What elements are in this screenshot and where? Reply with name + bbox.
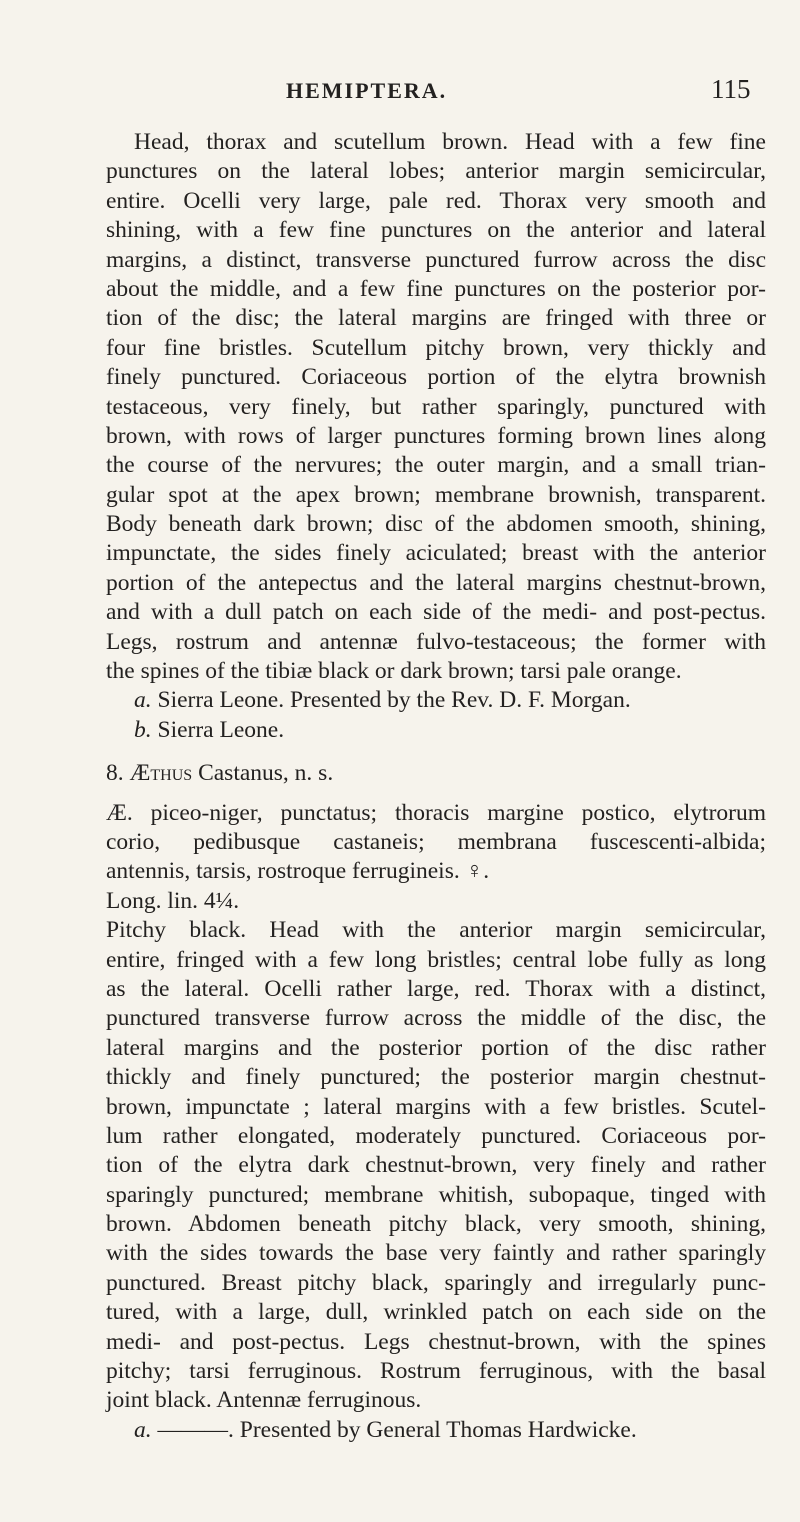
text-line: shining, with a few fine punctures on the anterior and lateral: [106, 217, 766, 244]
running-title: HEMIPTERA.: [286, 78, 448, 103]
text-line: medi- and post-pectus. Legs chestnut-brown, with the spines: [106, 1328, 766, 1355]
text-line: impunctate, the sides finely aciculated; breast with the anterior: [106, 540, 766, 567]
text-line: margins, a distinct, transverse punctured furrow across the disc: [106, 246, 766, 273]
text-line: Legs, rostrum and antennæ fulvo-testaceous; the former with: [106, 628, 766, 655]
text-line: finely punctured. Coriaceous portion of the elytra brownish: [106, 364, 766, 391]
text-line: thickly and finely punctured; the posterior margin chestnut-: [106, 1064, 766, 1091]
text-line: sparingly punctured; membrane whitish, subopaque, tinged with: [106, 1181, 766, 1208]
text-line: brown. Abdomen beneath pitchy black, very smooth, shining,: [106, 1211, 766, 1238]
text-line: portion of the antepectus and the lateral margins chestnut-brown,: [106, 569, 766, 596]
specimen-entry: [106, 686, 766, 715]
text-line: Head, thorax and scutellum brown. Head with a few fine: [134, 129, 766, 155]
latin-line: corio, pedibusque castaneis; membrana fuscescenti-albida;: [106, 828, 766, 855]
specimen-text: ———. Presented by General Thomas Hardwicke.: [157, 1416, 637, 1443]
text-line: tion of the disc; the lateral margins are fringed with three or: [106, 305, 766, 332]
text-line: tion of the elytra dark chestnut-brown, very finely and rather: [106, 1152, 766, 1179]
text-line: punctured transverse furrow across the middle of the disc, the: [106, 1005, 766, 1032]
spacer: [106, 745, 766, 759]
text-line: lateral margins and the posterior portion of the disc rather: [106, 1034, 766, 1061]
specimen-label: a.: [134, 687, 152, 714]
spacer: [106, 789, 766, 799]
text-line: lum rather elongated, moderately punctured. Coriaceous por-: [106, 1122, 766, 1149]
species-number: 8.: [106, 760, 124, 787]
page-number: 115: [711, 74, 751, 104]
text-line: about the middle, and a few fine punctures on the posterior por-: [106, 275, 766, 302]
text-line: joint black. Antennæ ferruginous.: [106, 1387, 422, 1414]
text-line: testaceous, very finely, but rather sparingly, punctured with: [106, 393, 766, 420]
description-paragraph-2: [106, 916, 766, 1416]
text-line: brown, impunctate ; lateral margins with a few bristles. Scutel-: [106, 1093, 766, 1120]
species-heading: [106, 759, 766, 788]
text-line: the spines of the tibiæ black or dark brown; tarsi pale orange.: [106, 658, 682, 685]
specimen-entry: [106, 716, 766, 745]
text-line: pitchy; tarsi ferruginous. Rostrum ferruginous, with the basal: [106, 1358, 766, 1385]
running-head: [0, 74, 800, 118]
body-text: [106, 128, 766, 1445]
text-line: and with a dull patch on each side of the medi- and post-pectus.: [106, 599, 766, 626]
text-line: punctures on the lateral lobes; anterior margin semicircular,: [106, 158, 766, 185]
text-line: four fine bristles. Scutellum pitchy brown, very thickly and: [106, 334, 766, 361]
latin-line: Æ. piceo-niger, punctatus; thoracis margine postico, elytrorum: [106, 799, 766, 826]
text-line: gular spot at the apex brown; membrane brownish, transparent.: [106, 481, 766, 508]
specimen-label: b.: [134, 716, 152, 743]
genus-name: Æthus: [129, 760, 193, 787]
text-line: as the lateral. Ocelli rather large, red. Thorax with a distinct,: [106, 975, 766, 1002]
text-line: brown, with rows of larger punctures forming brown lines along: [106, 422, 766, 449]
specimen-label: a.: [134, 1416, 152, 1443]
text-line: entire. Ocelli very large, pale red. Thorax very smooth and: [106, 187, 766, 214]
text-line: with the sides towards the base very faintly and rather sparingly: [106, 1240, 766, 1267]
species-name: Castanus, n. s.: [198, 760, 334, 787]
text-line: entire, fringed with a few long bristles; central lobe fully as long: [106, 946, 766, 973]
text-line: tured, with a large, dull, wrinkled patch on each side on the: [106, 1299, 766, 1326]
specimen-text: Sierra Leone. Presented by the Rev. D. F. Morgan.: [157, 687, 631, 714]
latin-line: antennis, tarsis, rostroque ferrugineis. ♀.: [106, 858, 490, 885]
description-paragraph-1: [106, 128, 766, 686]
text-line: punctured. Breast pitchy black, sparingly and irregularly punc-: [106, 1269, 766, 1296]
latin-description: [106, 799, 766, 917]
specimen-text: Sierra Leone.: [157, 716, 285, 743]
specimen-list-2: [106, 1416, 766, 1445]
specimen-list-1: [106, 686, 766, 745]
text-line: the course of the nervures; the outer margin, and a small trian-: [106, 452, 766, 479]
text-line: Body beneath dark brown; disc of the abdomen smooth, shining,: [106, 511, 766, 538]
text-line: Pitchy black. Head with the anterior margin semicircular,: [106, 917, 766, 944]
specimen-entry: [106, 1416, 766, 1445]
measurement-line: Long. lin. 4¼.: [106, 887, 240, 914]
